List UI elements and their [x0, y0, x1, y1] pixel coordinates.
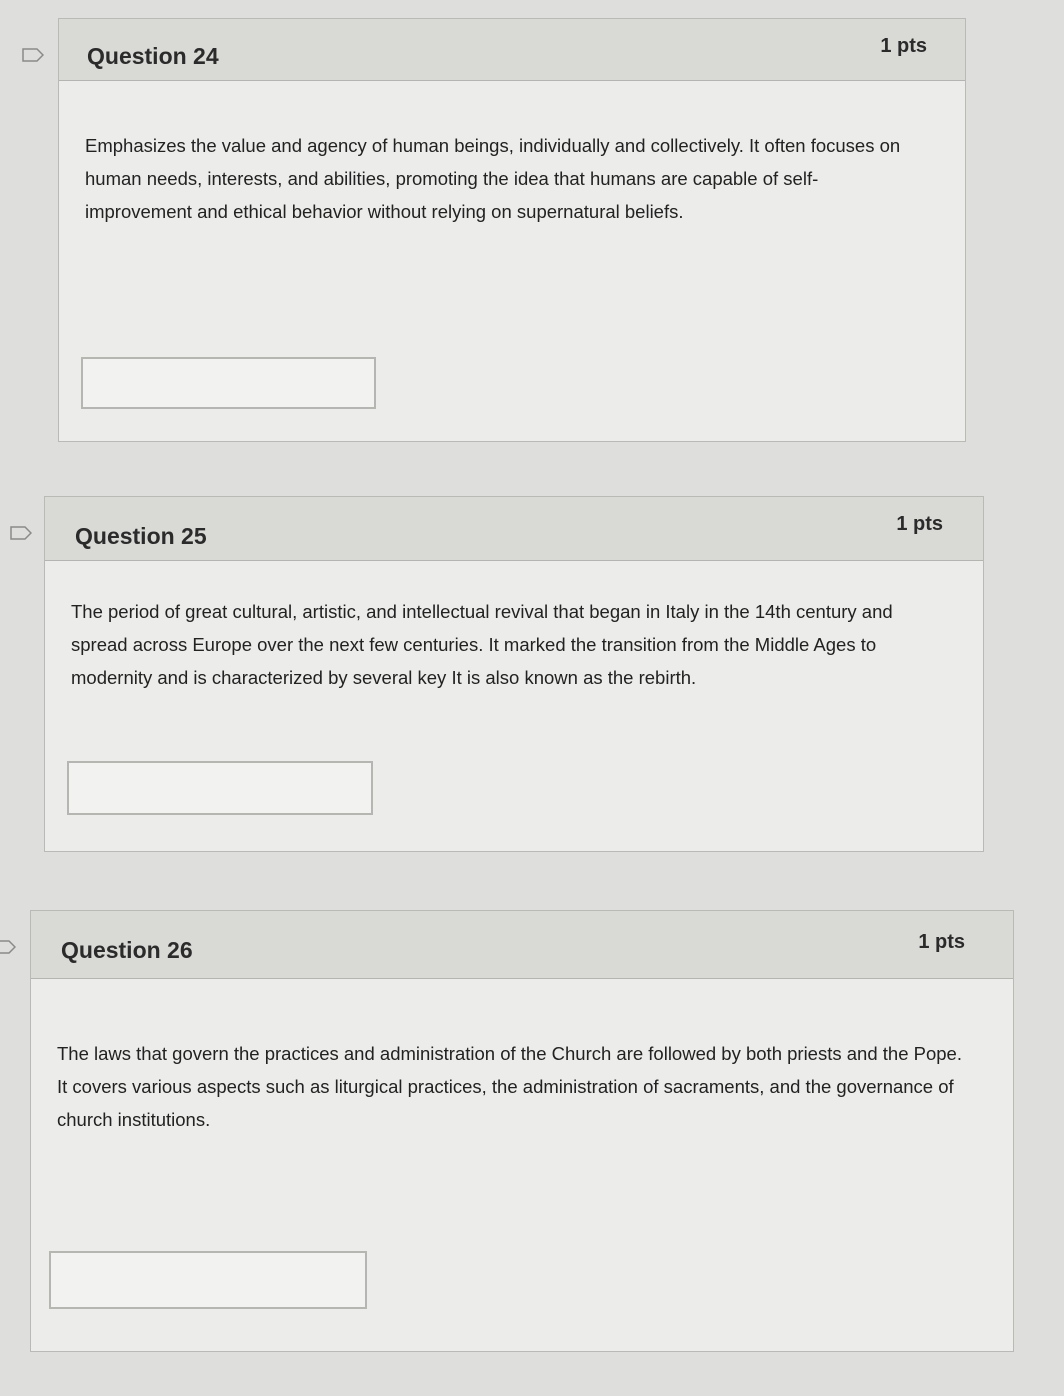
answer-input[interactable] [81, 357, 376, 409]
question-25 [44, 496, 984, 852]
question-points: 1 pts [880, 35, 927, 57]
question-points: 1 pts [918, 931, 965, 953]
question-text: The period of great cultural, artistic, and intellectual revival that began in Italy in the 14th century and spread across Europe over the next few centuries. It marked the transition from the Middle Ages to modernity and is characterized by several key It is also known as the rebirth. [71, 601, 893, 688]
question-header [59, 19, 965, 81]
answer-input[interactable] [67, 761, 373, 815]
flag-question-icon[interactable] [22, 48, 44, 62]
answer-input[interactable] [49, 1251, 367, 1309]
question-24 [58, 18, 966, 442]
question-title: Question 26 [61, 937, 193, 963]
question-points: 1 pts [896, 513, 943, 535]
question-text: Emphasizes the value and agency of human beings, individually and collectively. It often focuses on human needs, interests, and abilities, promoting the idea that humans are capable of self-improvement and ethical behavior without relying on supernatural beliefs. [85, 135, 901, 222]
flag-question-icon[interactable] [0, 940, 16, 954]
question-text: The laws that govern the practices and administration of the Church are followed by both priests and the Pope. It covers various aspects such as liturgical practices, the administration of sacraments, and the governance of church institutions. [57, 1043, 962, 1130]
question-header [45, 497, 983, 561]
question-title: Question 24 [87, 43, 219, 69]
question-26 [30, 910, 1014, 1352]
flag-question-icon[interactable] [10, 526, 32, 540]
question-title: Question 25 [75, 523, 207, 549]
question-header [31, 911, 1013, 979]
